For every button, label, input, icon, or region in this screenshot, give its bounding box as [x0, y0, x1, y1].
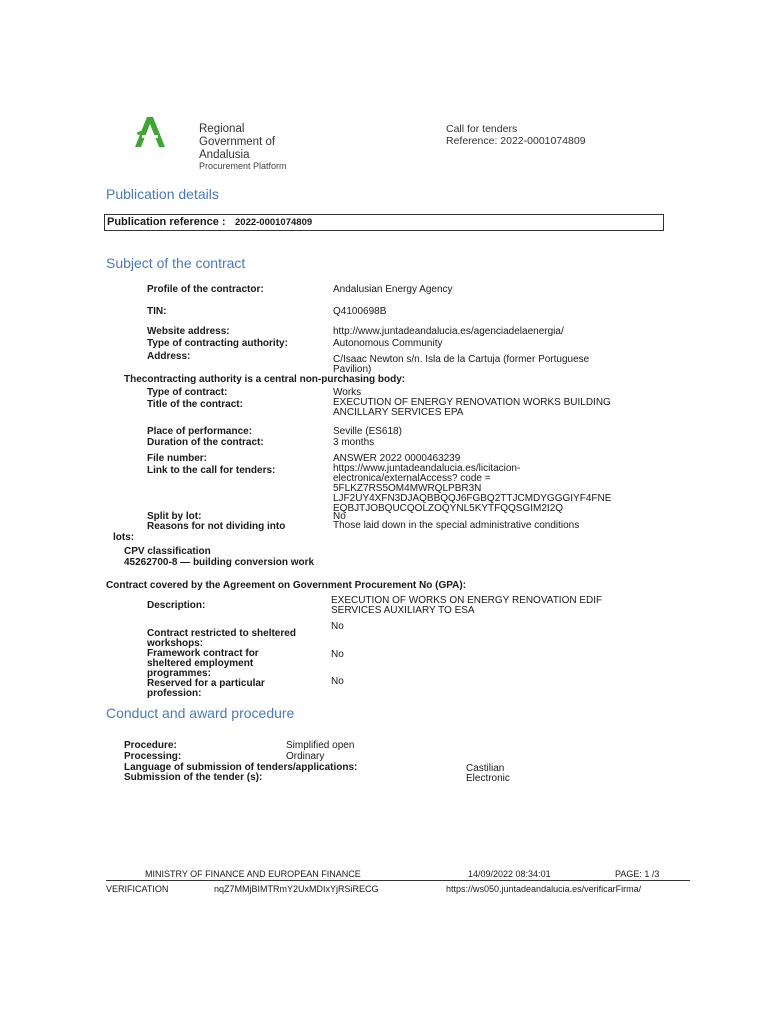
- split-value: No: [333, 511, 346, 522]
- gpa-title: Contract covered by the Agreement on Government Procurement No (GPA):: [106, 580, 467, 591]
- cpv-value: 45262700-8 — building conversion work: [124, 557, 315, 568]
- procedure-title: Conduct and award procedure: [106, 705, 295, 721]
- processing-label: Processing:: [124, 751, 182, 762]
- cpv-label: CPV classification: [124, 546, 211, 557]
- contract-title-1: EXECUTION OF ENERGY RENOVATION WORKS BUILDING: [333, 397, 611, 408]
- language-label: Language of submission of tenders/applications:: [124, 762, 358, 773]
- file-value: ANSWER 2022 0000463239: [333, 453, 461, 464]
- link-line-5-clipped[interactable]: [333, 503, 564, 514]
- reserved-label-1: Reserved for a particular: [147, 678, 265, 689]
- place-value: Seville (ES618): [333, 426, 402, 437]
- call-reference: Reference: 2022-0001074809: [446, 135, 586, 147]
- link-line-3[interactable]: 5FLKZ7RS5OM4MWRQLPBR3N: [333, 483, 482, 494]
- link-line-5[interactable]: EQBJTJOBQUCQOLZOQYNL5KYTFQQSGIM2I2Q: [333, 503, 564, 514]
- sheltered-label-2: workshops:: [147, 638, 204, 649]
- framework-label-3: programmes:: [147, 668, 211, 679]
- website-value[interactable]: http://www.juntadeandalucia.es/agenciadelaenergia/: [333, 326, 564, 337]
- platform-label: Procurement Platform: [199, 161, 287, 171]
- authority-type-value: Autonomous Community: [333, 338, 443, 349]
- central-authority-note: Thecontracting authority is a central non-purchasing body:: [124, 374, 406, 385]
- subject-title: Subject of the contract: [106, 255, 246, 271]
- link-label: Link to the call for tenders:: [147, 465, 276, 476]
- gpa-description-value-1: EXECUTION OF WORKS ON ENERGY RENOVATION EDIF: [331, 595, 603, 606]
- footer-verification-code: nqZ7MMjBIMTRmY2UxMDIxYjRSiRECG: [214, 884, 379, 894]
- framework-label-1: Framework contract for: [147, 648, 259, 659]
- footer-datetime: 14/09/2022 08:34:01: [468, 869, 551, 879]
- address-label: Address:: [147, 351, 191, 362]
- link-line-2[interactable]: electronica/externalAccess? code =: [333, 473, 491, 484]
- footer-verification-url[interactable]: https://ws050.juntadeandalucia.es/verificarFirma/: [446, 884, 642, 894]
- junta-logo-icon: [132, 114, 168, 150]
- tin-label: TIN:: [147, 306, 167, 317]
- reasons-label-1: Reasons for not dividing into: [147, 521, 286, 532]
- org-line-3: Andalusia: [199, 149, 250, 161]
- split-label: Split by lot:: [147, 511, 202, 522]
- footer-divider: [106, 880, 690, 881]
- framework-label-3-clipped: [147, 668, 211, 679]
- publication-reference-label: Publication reference :: [107, 216, 226, 228]
- footer-page: PAGE: 1 /3: [615, 869, 660, 879]
- junta-logo: [132, 114, 168, 150]
- file-label: File number:: [147, 453, 208, 464]
- reserved-value: No: [331, 676, 344, 687]
- authority-type-label: Type of contracting authority:: [147, 338, 288, 349]
- website-label: Website address:: [147, 326, 230, 337]
- duration-label: Duration of the contract:: [147, 437, 264, 448]
- call-header: [446, 123, 586, 147]
- publication-title: Publication details: [106, 186, 219, 202]
- org-line-2: Government of: [199, 136, 276, 148]
- org-name: [199, 123, 275, 162]
- procedure-label: Procedure:: [124, 740, 177, 751]
- footer-ministry: MINISTRY OF FINANCE AND EUROPEAN FINANCE: [145, 869, 361, 879]
- processing-value: Ordinary: [286, 751, 325, 762]
- gpa-description-value-2: SERVICES AUXILIARY TO ESA: [331, 605, 475, 616]
- address-value-2: Pavilion): [333, 364, 372, 375]
- footer-verification-label: VERIFICATION: [106, 884, 169, 894]
- publication-reference-box: [104, 214, 664, 231]
- submission-value: Electronic: [466, 773, 510, 784]
- link-line-4[interactable]: LJF2UY4XFN3DJAQBBQQJ6FGBQ2TTJCMDYGGGIYF4FNE: [333, 493, 612, 504]
- sheltered-label-1: Contract restricted to sheltered: [147, 628, 296, 639]
- duration-value: 3 months: [333, 437, 375, 448]
- publication-reference-value: 2022-0001074809: [235, 217, 313, 228]
- contract-type-label: Type of contract:: [147, 387, 228, 398]
- language-value: Castilian: [466, 763, 505, 774]
- reasons-value: Those laid down in the special administrative conditions: [333, 520, 580, 531]
- call-label: Call for tenders: [446, 123, 518, 135]
- submission-label: Submission of the tender (s):: [124, 772, 263, 783]
- contract-title-label: Title of the contract:: [147, 399, 243, 410]
- contract-title-2: ANCILLARY SERVICES EPA: [333, 407, 464, 418]
- reserved-label-2: profession:: [147, 688, 202, 699]
- framework-label-2: sheltered employment: [147, 658, 254, 669]
- reasons-label-2: lots:: [113, 532, 135, 543]
- contract-type-value: Works: [333, 387, 362, 398]
- framework-value: No: [331, 649, 344, 660]
- link-line-1[interactable]: https://www.juntadeandalucia.es/licitacion-: [333, 463, 521, 474]
- address-value-1: C/Isaac Newton s/n. Isla de la Cartuja (former Portuguese: [333, 354, 590, 365]
- org-line-1: Regional: [199, 123, 245, 135]
- sheltered-value: No: [331, 621, 344, 632]
- profile-value: Andalusian Energy Agency: [333, 284, 453, 295]
- profile-label: Profile of the contractor:: [147, 284, 264, 295]
- place-label: Place of performance:: [147, 426, 253, 437]
- gpa-description-label: Description:: [147, 600, 206, 611]
- tin-value: Q4100698B: [333, 306, 387, 317]
- procedure-value: Simplified open: [286, 740, 355, 751]
